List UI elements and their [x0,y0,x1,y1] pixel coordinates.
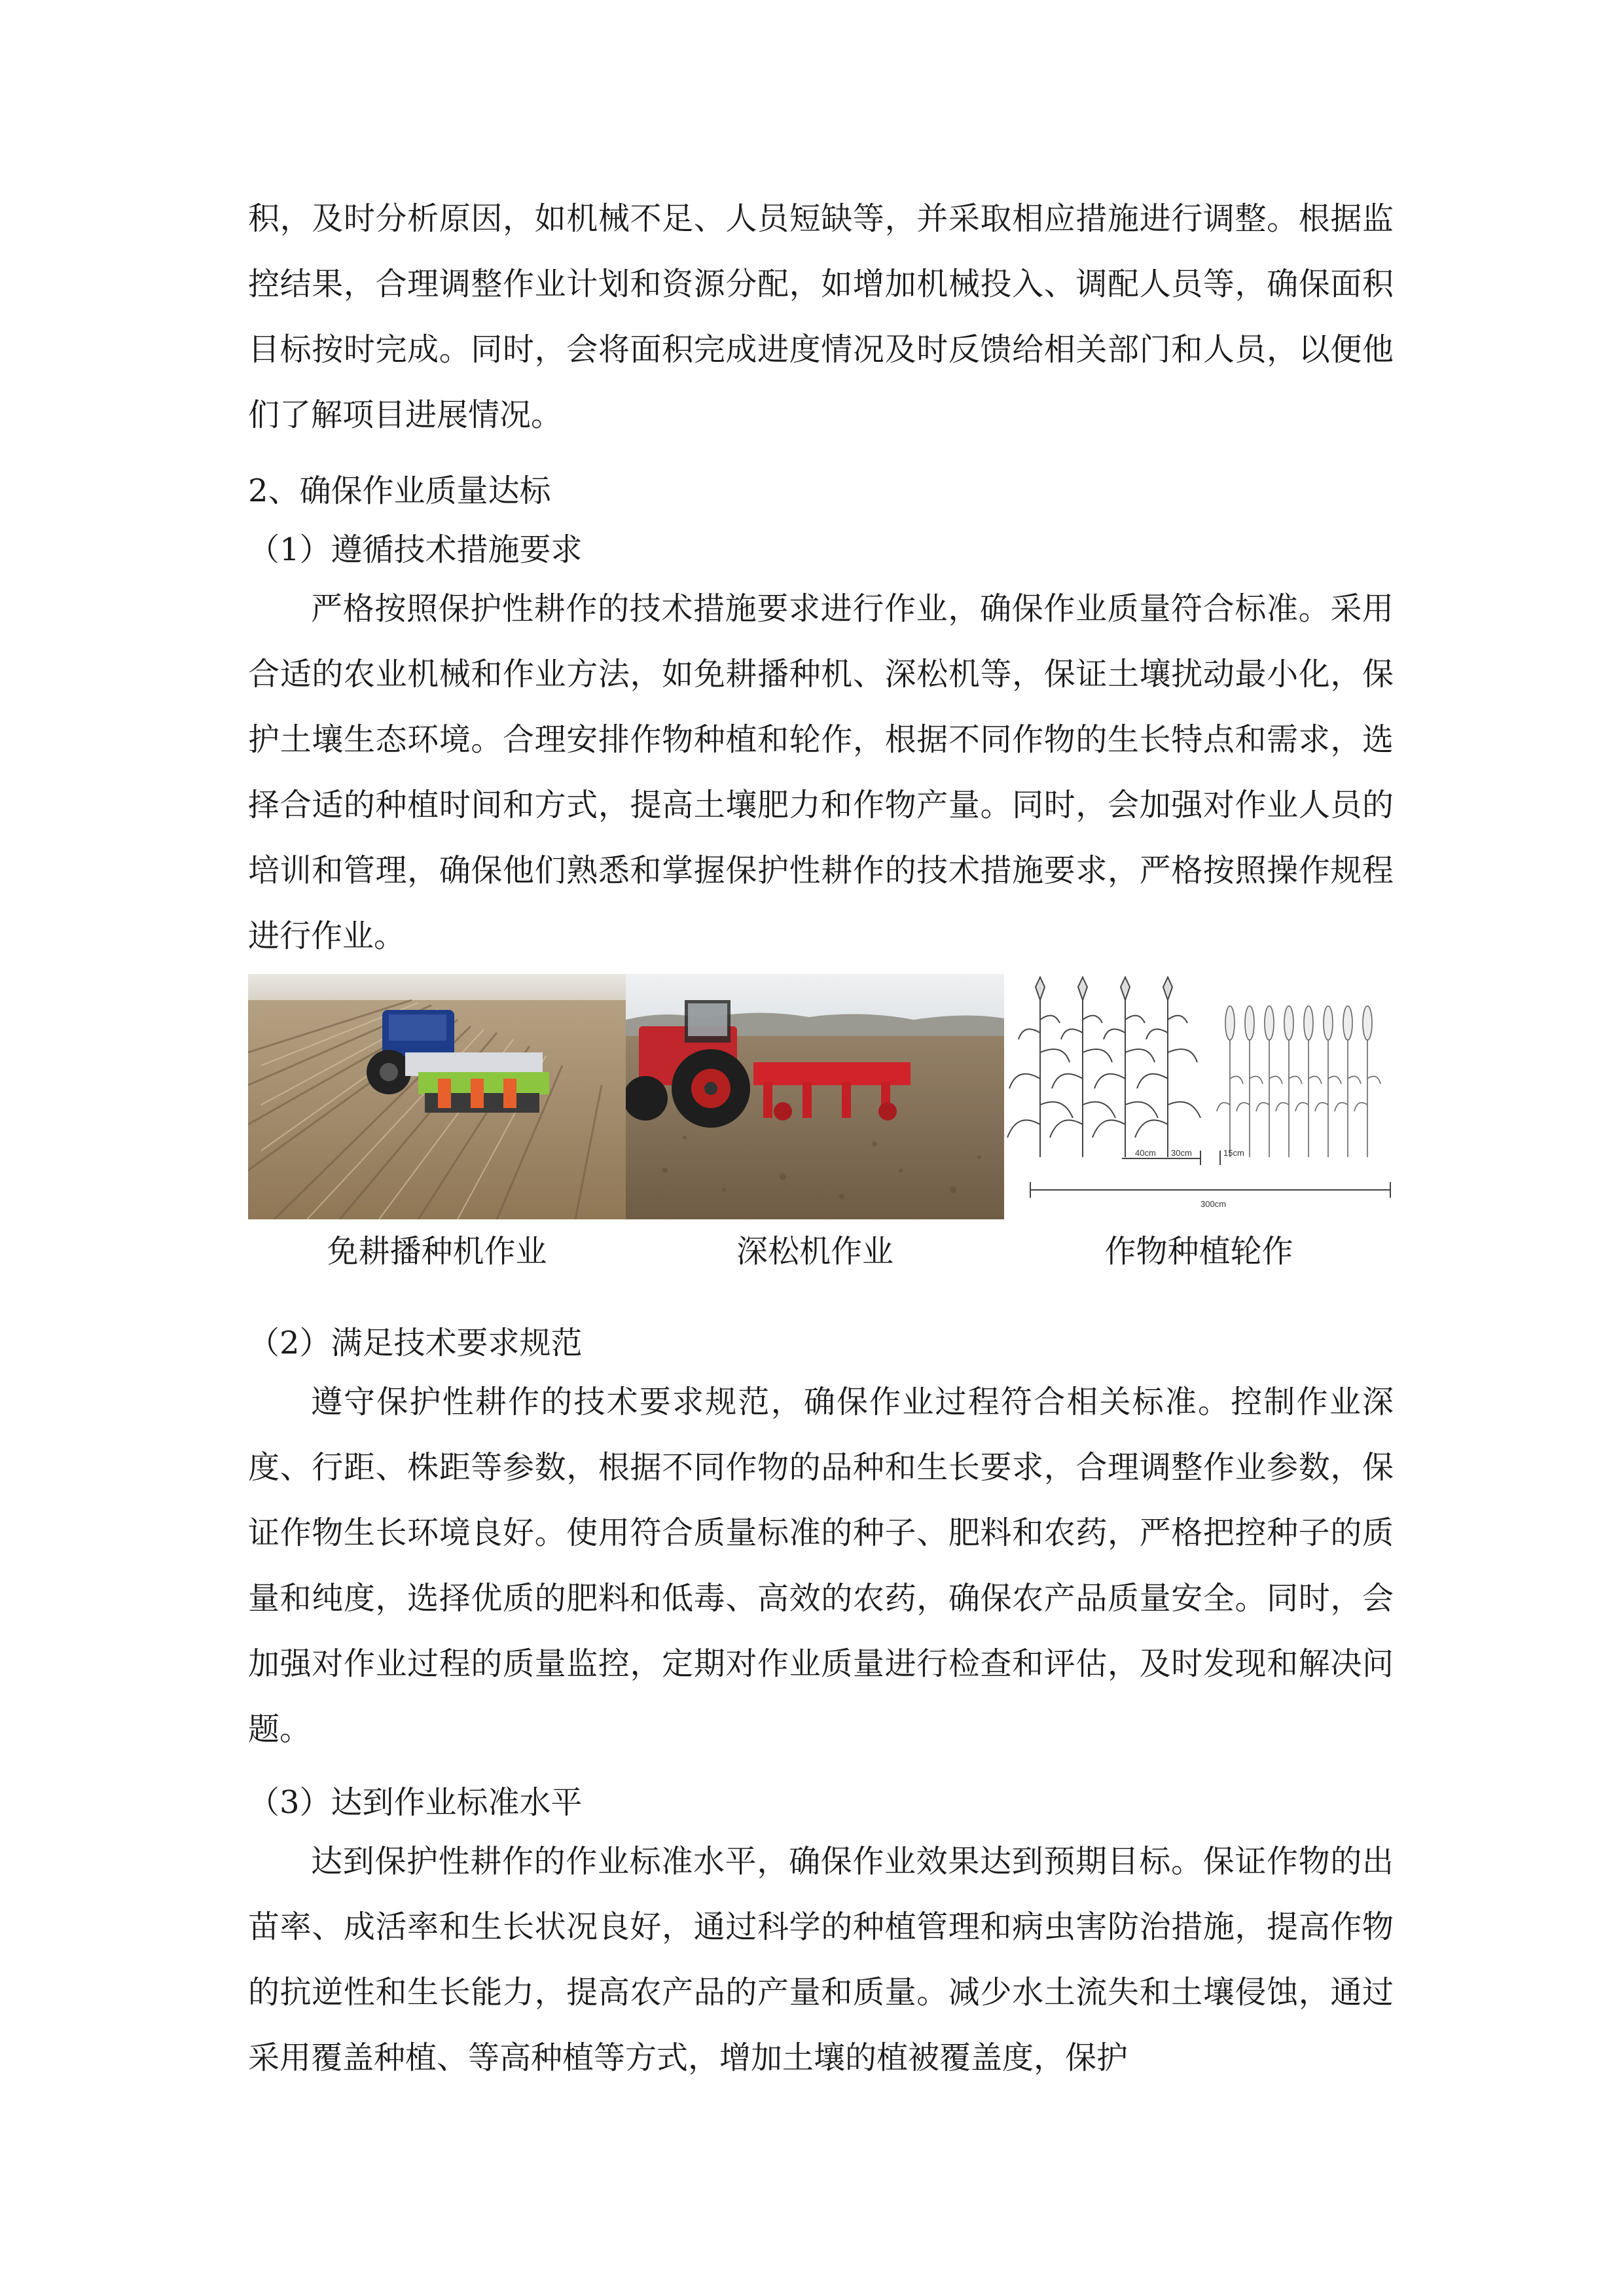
caption-crop-rotation: 作物种植轮作 [1104,1233,1293,1270]
paragraph-technical-specs: 遵守保护性耕作的技术要求规范，确保作业过程符合相关标准。控制作业深度、行距、株距等参数，根据不同作物的品种和生长要求，合理调整作业参数，保证作物生长环境良好。使用符合质量标准的种子、肥料和农药，严格把控种子的质量和纯度，选择优质的肥料和低毒、高效的农药，确保农产品质量安全。同时，会加强对作业过程的质量监控，定期对作业质量进行检查和评估，及时发现和解决问题。 [248,1384,1394,1748]
spacing-label-total: 300cm [1200,1199,1227,1209]
section-heading-quality: 2、确保作业质量达标 [248,473,551,509]
spacing-label-40: 40cm [1135,1148,1156,1158]
subsoiler-photo [626,974,1004,1219]
caption-subsoiler: 深松机作业 [736,1233,893,1270]
spacing-label-15: 15cm [1223,1148,1244,1158]
subheading-technical-measures: （1）遵循技术措施要求 [248,531,583,568]
paragraph-technical-measures: 严格按照保护性耕作的技术措施要求进行作业，确保作业质量符合标准。采用合适的农业机械和作业方法，如免耕播种机、深松机等，保证土壤扰动最小化，保护土壤生态环境。合理安排作物种植和轮作，根据不同作物的生长特点和需求，选择合适的种植时间和方式，提高土壤肥力和作物产量。同时，会加强对作业人员的培训和管理，确保他们熟悉和掌握保护性耕作的技术措施要求，严格按照操作规程进行作业。 [248,590,1394,954]
spacing-label-30: 30cm [1171,1148,1192,1158]
caption-no-till-seeder: 免耕播种机作业 [327,1233,547,1270]
no-till-seeder-photo [248,974,626,1219]
subheading-operation-standard: （3）达到作业标准水平 [248,1784,583,1821]
paragraph-area-progress: 积，及时分析原因，如机械不足、人员短缺等，并采取相应措施进行调整。根据监控结果，合理调整作业计划和资源分配，如增加机械投入、调配人员等，确保面积目标按时完成。同时，会将面积完成进度情况及时反馈给相关部门和人员，以便他们了解项目进展情况。 [248,200,1394,433]
subheading-technical-specs: （2）满足技术要求规范 [248,1325,583,1361]
crop-rotation-diagram [1004,974,1394,1219]
paragraph-operation-standard: 达到保护性耕作的作业标准水平，确保作业效果达到预期目标。保证作物的出苗率、成活率和生长状况良好，通过科学的种植管理和病虫害防治措施，提高作物的抗逆性和生长能力，提高农产品的产量和质量。减少水土流失和土壤侵蚀，通过采用覆盖种植、等高种植等方式，增加土壤的植被覆盖度，保护 [248,1843,1394,2076]
